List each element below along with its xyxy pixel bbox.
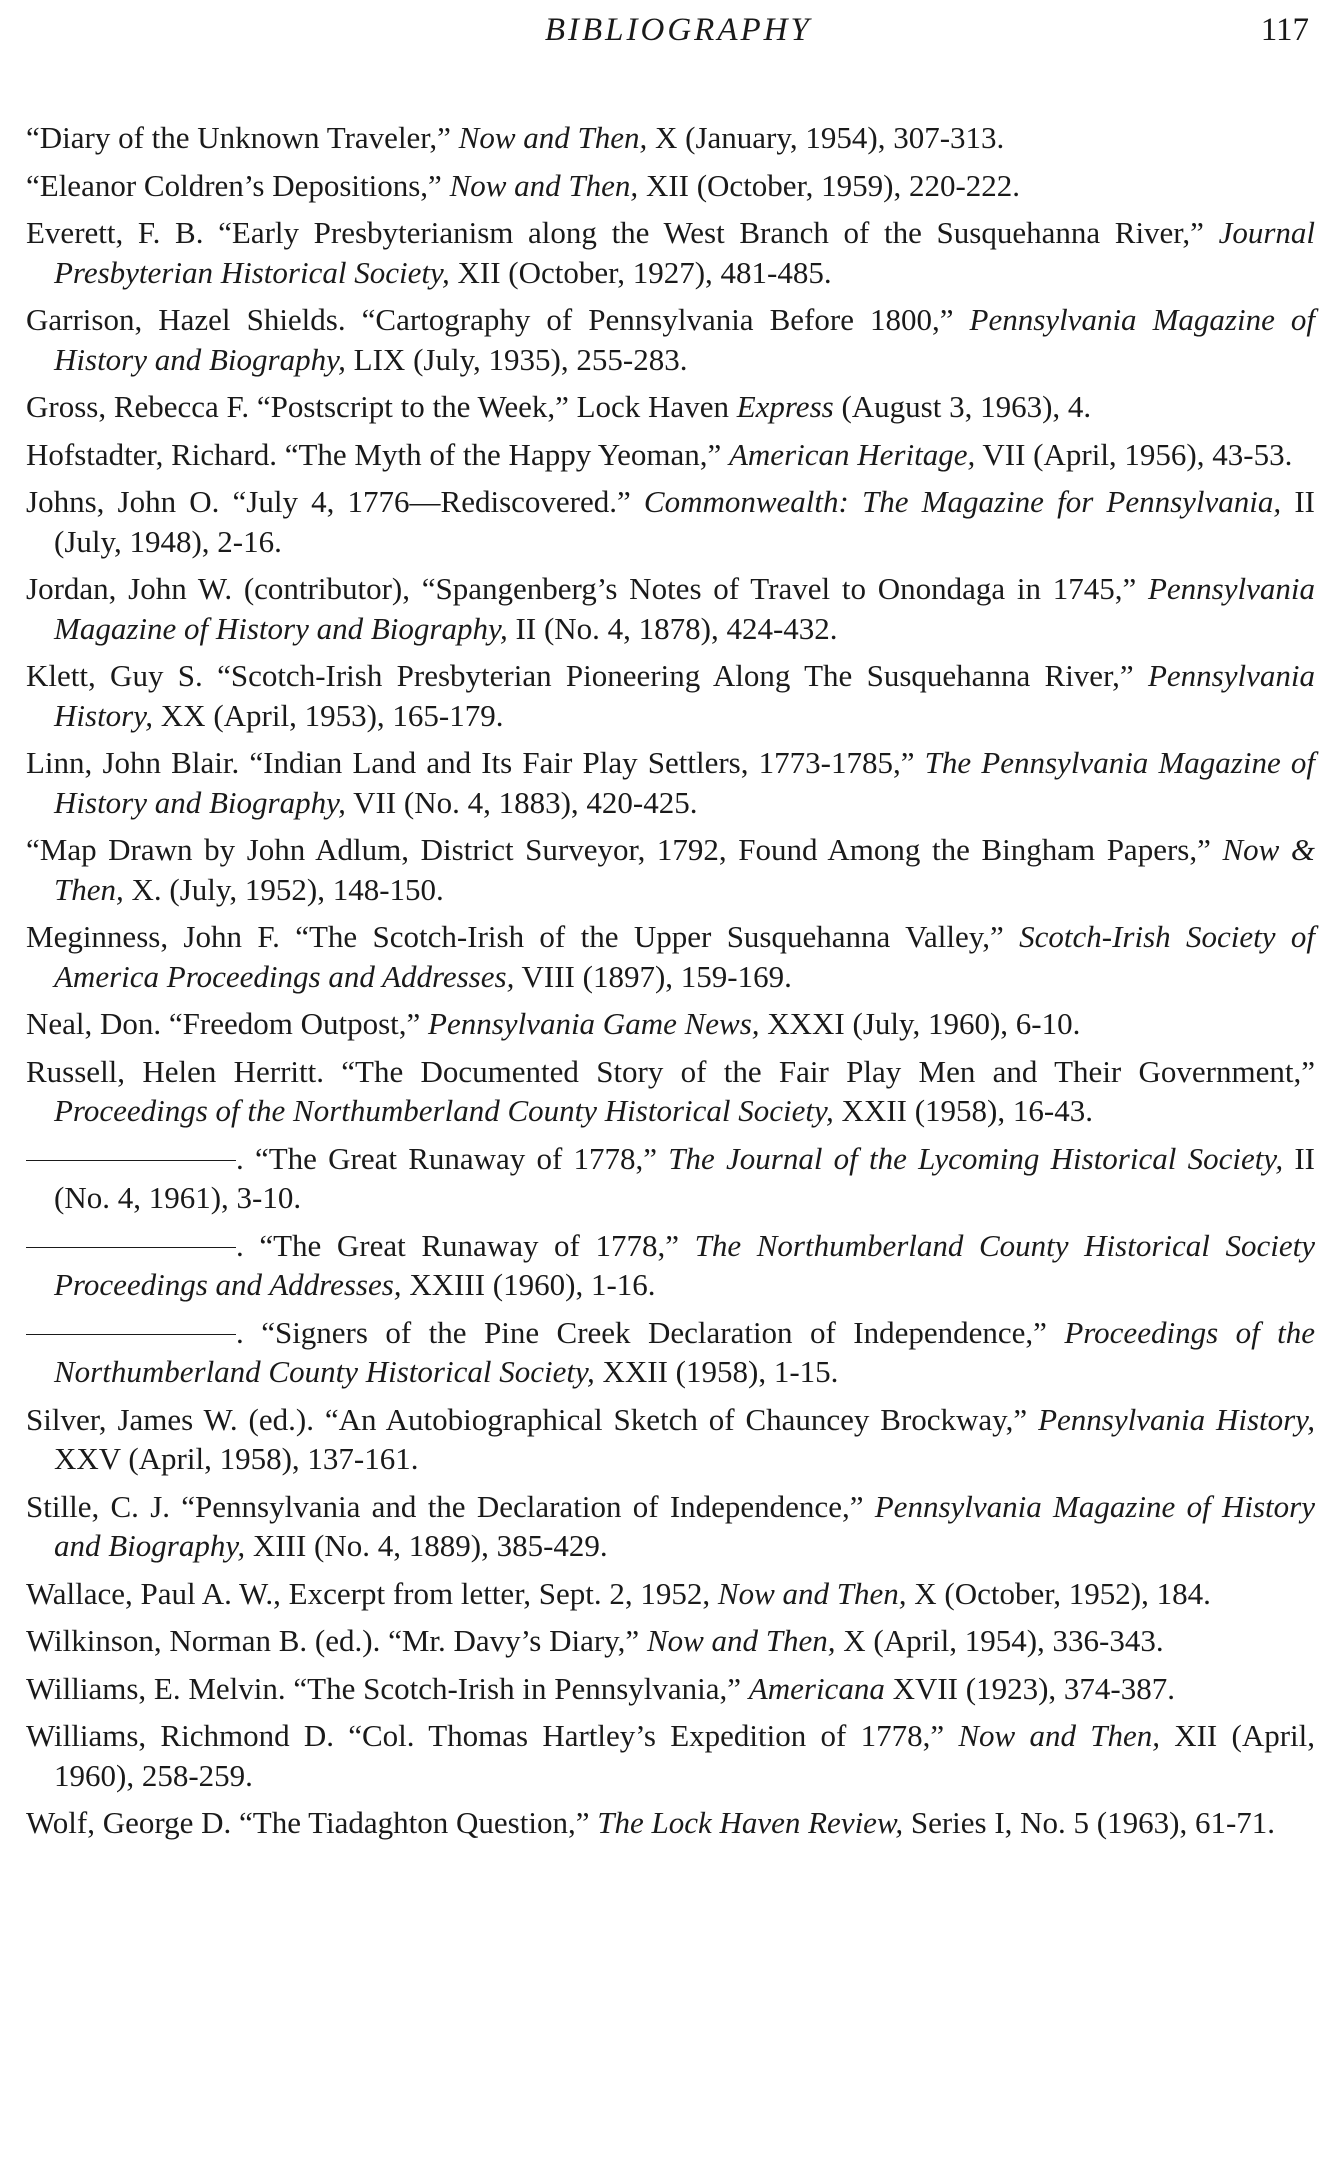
bibliography-entry	[26, 1803, 1315, 1843]
entry-text: VII (April, 1956), 43-53.	[975, 436, 1293, 472]
bibliography-entry	[26, 387, 1315, 427]
bibliography-entry	[26, 482, 1315, 561]
entry-text: Hofstadter, Richard. “The Myth of the Happy Yeoman,”	[26, 436, 729, 472]
bibliography-entry	[26, 1574, 1315, 1614]
entry-italic-text: Pennsylvania Game News,	[428, 1006, 760, 1041]
entry-italic-text: Express	[736, 389, 834, 424]
entry-italic-text: Now & Then,	[54, 832, 1316, 907]
entry-text: XVII (1923), 374-387.	[884, 1670, 1175, 1706]
entry-italic-text: Scotch-Irish Society of America Proceedings and Addresses,	[54, 919, 1316, 994]
entry-italic-text: The Northumberland County Historical Society Proceedings and Addresses,	[54, 1227, 1315, 1302]
bibliography-entry	[26, 1487, 1315, 1566]
entry-italic-text: The Journal of the Lycoming Historical Society,	[668, 1140, 1284, 1176]
running-head: BIBLIOGRAPHY	[544, 12, 812, 48]
entry-italic-text: Pennsylvania Magazine of History and Biography,	[54, 1488, 1315, 1563]
entry-text: Johns, John O. “July 4, 1776—Rediscovered.”	[26, 484, 644, 519]
entry-italic-text: Proceedings of the Northumberland County Historical Society,	[54, 1093, 834, 1128]
bibliography-entry	[26, 1004, 1315, 1044]
entry-italic-text: Pennsylvania History,	[54, 658, 1315, 733]
bibliography-entry	[26, 1400, 1315, 1479]
entry-text: XII (April, 1960), 258-259.	[54, 1718, 1316, 1793]
entry-italic-text: Americana	[748, 1670, 885, 1706]
entry-italic-text: Now and Then,	[646, 1623, 836, 1658]
entry-text: XII (October, 1959), 220-222.	[638, 167, 1021, 203]
entry-text: XIII (No. 4, 1889), 385-429.	[245, 1528, 608, 1563]
bibliography-entry	[26, 1621, 1315, 1661]
entry-italic-text: Commonwealth: The Magazine for Pennsylvania,	[643, 484, 1282, 519]
entry-italic-text: Pennsylvania Magazine of History and Biography,	[54, 571, 1315, 646]
bibliography-entry	[26, 1139, 1315, 1218]
entry-text: X (April, 1954), 336-343.	[835, 1623, 1164, 1658]
entry-italic-text: Journal Presbyterian Historical Society,	[54, 215, 1315, 290]
bibliography-entry	[26, 213, 1315, 292]
entry-text: Wilkinson, Norman B. (ed.). “Mr. Davy’s Diary,”	[26, 1623, 647, 1658]
bibliography-entry	[26, 435, 1315, 475]
bibliography-entry	[26, 300, 1315, 379]
bibliography-entry	[26, 569, 1315, 648]
bibliography-entry	[26, 166, 1315, 206]
entry-text: XXV (April, 1958), 137-161.	[54, 1441, 419, 1476]
entry-text: XII (October, 1927), 481-485.	[449, 254, 832, 290]
bibliography-list	[26, 118, 1315, 1843]
bibliography-entry	[26, 1226, 1315, 1305]
entry-text: Garrison, Hazel Shields. “Cartography of Pennsylvania Before 1800,”	[26, 302, 970, 337]
entry-text: Meginness, John F. “The Scotch-Irish of the Upper Susquehanna Valley,”	[26, 919, 1020, 954]
entry-text: . “The Great Runaway of 1778,”	[236, 1227, 695, 1263]
bibliography-entry	[26, 1669, 1315, 1709]
entry-text: X. (July, 1952), 148-150.	[123, 871, 444, 907]
bibliography-entry	[26, 656, 1315, 735]
entry-text: VIII (1897), 159-169.	[514, 958, 792, 994]
entry-text: . “The Great Runaway of 1778,”	[236, 1140, 669, 1176]
entry-text: Neal, Don. “Freedom Outpost,”	[26, 1006, 429, 1041]
entry-text: Linn, John Blair. “Indian Land and Its Fair Play Settlers, 1773-1785,”	[26, 745, 925, 780]
entry-text: VII (No. 4, 1883), 420-425.	[345, 784, 698, 820]
entry-italic-text: Now and Then,	[717, 1575, 907, 1611]
entry-text: II (No. 4, 1961), 3-10.	[54, 1140, 1315, 1215]
entry-italic-text: Now and Then,	[958, 1718, 1160, 1753]
page-number: 117	[1260, 12, 1309, 48]
entry-italic-text: Now and Then,	[449, 167, 639, 203]
entry-text: Wallace, Paul A. W., Excerpt from letter, Sept. 2, 1952,	[26, 1575, 718, 1611]
entry-text: . “Signers of the Pine Creek Declaration of Independence,”	[236, 1314, 1065, 1350]
entry-text: Gross, Rebecca F. “Postscript to the Week,” Lock Haven	[26, 389, 737, 424]
entry-text: Stille, C. J. “Pennsylvania and the Declaration of Independence,”	[26, 1488, 875, 1524]
entry-text: Jordan, John W. (contributor), “Spangenberg’s Notes of Travel to Onondaga in 1745,”	[26, 571, 1148, 606]
entry-text: X (January, 1954), 307-313.	[647, 120, 1005, 155]
entry-text: Silver, James W. (ed.). “An Autobiographical Sketch of Chauncey Brockway,”	[26, 1401, 1039, 1437]
entry-text: II (July, 1948), 2-16.	[54, 484, 1315, 559]
entry-italic-text: The Lock Haven Review,	[597, 1805, 904, 1840]
entry-italic-text: Now and Then,	[458, 120, 648, 155]
entry-text: XXII (1958), 16-43.	[833, 1093, 1093, 1128]
entry-text: “Eleanor Coldren’s Depositions,”	[26, 167, 450, 203]
same-author-dash	[26, 1160, 236, 1161]
entry-text: “Map Drawn by John Adlum, District Surveyor, 1792, Found Among the Bingham Papers,”	[26, 832, 1223, 867]
entry-text: Everett, F. B. “Early Presbyterianism along the West Branch of the Susquehanna River,”	[26, 215, 1219, 250]
bibliography-entry	[26, 1052, 1315, 1131]
entry-italic-text: American Heritage,	[728, 436, 976, 472]
entry-italic-text: Pennsylvania Magazine of History and Biography,	[54, 302, 1315, 377]
bibliography-entry	[26, 118, 1315, 158]
entry-italic-text: Pennsylvania History,	[1038, 1401, 1315, 1437]
entry-italic-text: Proceedings of the Northumberland County Historical Society,	[54, 1314, 1315, 1389]
entry-italic-text: The Pennsylvania Magazine of History and Biography,	[54, 745, 1315, 820]
bibliography-entry	[26, 743, 1315, 822]
entry-text: XXIII (1960), 1-16.	[401, 1267, 656, 1302]
bibliography-entry	[26, 1313, 1315, 1392]
entry-text: II (No. 4, 1878), 424-432.	[507, 610, 838, 646]
entry-text: Russell, Helen Herritt. “The Documented Story of the Fair Play Men and Their Government,”	[26, 1053, 1315, 1089]
bibliography-entry	[26, 1716, 1315, 1795]
entry-text: Series I, No. 5 (1963), 61-71.	[903, 1805, 1276, 1840]
entry-text: Williams, Richmond D. “Col. Thomas Hartley’s Expedition of 1778,”	[26, 1718, 959, 1753]
page-header	[26, 12, 1315, 58]
bibliography-entry	[26, 830, 1315, 909]
bibliography-entry	[26, 917, 1315, 996]
entry-text: Wolf, George D. “The Tiadaghton Question,”	[26, 1805, 598, 1840]
entry-text: (August 3, 1963), 4.	[833, 389, 1092, 424]
entry-text: LIX (July, 1935), 255-283.	[345, 341, 688, 377]
entry-text: “Diary of the Unknown Traveler,”	[26, 120, 459, 155]
entry-text: XXXI (July, 1960), 6-10.	[759, 1006, 1081, 1041]
entry-text: XXII (1958), 1-15.	[594, 1354, 839, 1389]
same-author-dash	[26, 1247, 236, 1248]
same-author-dash	[26, 1334, 236, 1335]
entry-text: Williams, E. Melvin. “The Scotch-Irish in Pennsylvania,”	[26, 1670, 749, 1706]
entry-text: X (October, 1952), 184.	[906, 1575, 1211, 1611]
entry-text: XX (April, 1953), 165-179.	[153, 697, 504, 733]
entry-text: Klett, Guy S. “Scotch-Irish Presbyterian Pioneering Along The Susquehanna River,”	[26, 658, 1148, 693]
